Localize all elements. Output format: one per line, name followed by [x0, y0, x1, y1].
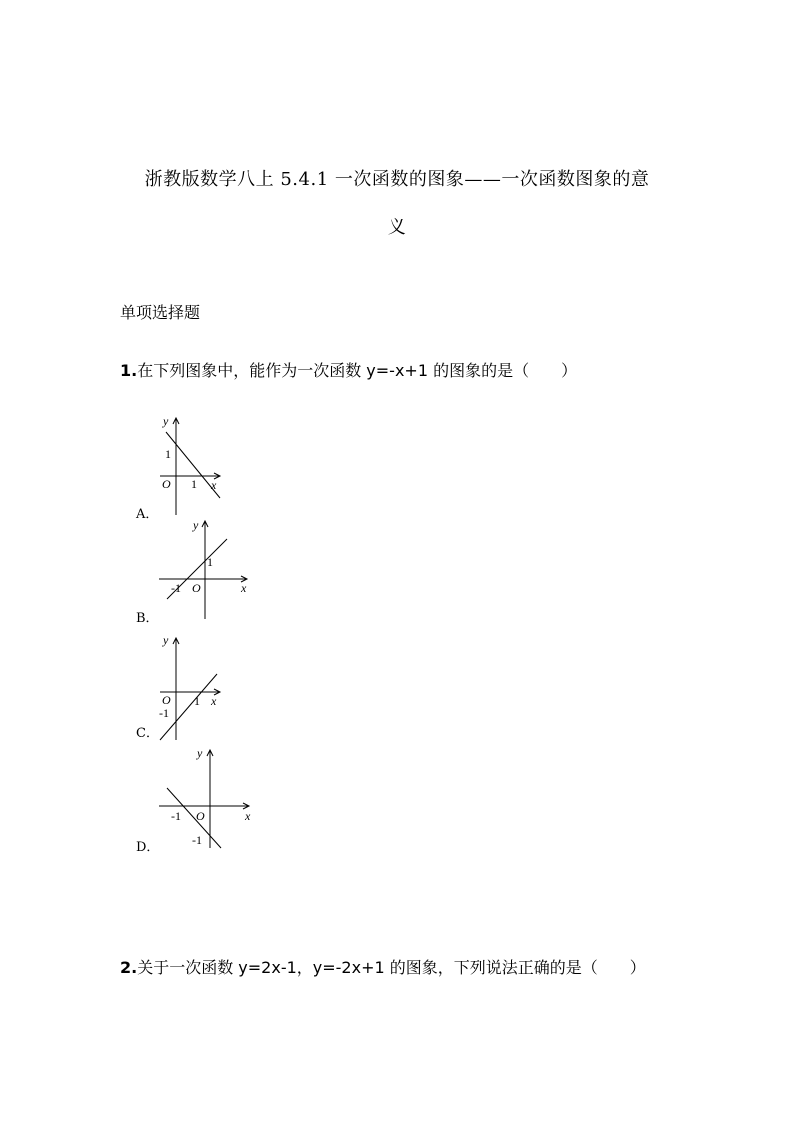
option-d-graph — [155, 744, 260, 852]
x-axis-label: x — [241, 581, 247, 595]
origin-label: O — [162, 693, 171, 707]
y-intercept-label: 1 — [165, 447, 171, 461]
x-axis-label: x — [211, 694, 217, 708]
question-1 — [120, 358, 577, 381]
y-axis-label: y — [193, 518, 199, 532]
x-axis-label: x — [245, 809, 251, 823]
y-axis-label: y — [163, 633, 169, 647]
option-d-label[interactable]: D． — [136, 840, 160, 855]
x-intercept-label: 1 — [191, 477, 197, 491]
x-intercept-label: -1 — [171, 809, 181, 823]
origin-label: O — [192, 581, 201, 595]
question-number: 2. — [120, 958, 138, 977]
document-title — [120, 156, 674, 252]
option-c-label[interactable]: C． — [136, 726, 159, 741]
option-a-graph — [150, 410, 230, 520]
x-intercept-label: 1 — [194, 694, 200, 708]
option-b-graph — [155, 515, 255, 625]
y-axis-label: y — [197, 746, 203, 760]
question-number: 1. — [120, 361, 138, 380]
y-axis-label: y — [163, 414, 169, 428]
question-2 — [120, 955, 646, 978]
title-line-1: 浙教版数学八上 5.4.1 一次函数的图象——一次函数图象的意 — [144, 169, 650, 190]
y-intercept-label: 1 — [207, 555, 213, 569]
y-intercept-label: -1 — [159, 706, 169, 720]
question-text: 关于一次函数 y=2x-1，y=-2x+1 的图象，下列说法正确的是（ ） — [137, 958, 646, 977]
x-intercept-label: -1 — [171, 581, 181, 595]
option-a-label[interactable]: A． — [136, 507, 159, 522]
origin-label: O — [196, 809, 205, 823]
question-text: 在下列图象中，能作为一次函数 y=-x+1 的图象的是（ ） — [137, 361, 578, 380]
option-c-graph — [150, 630, 230, 742]
section-heading: 单项选择题 — [120, 303, 201, 322]
option-b-label[interactable]: B． — [136, 611, 159, 626]
x-axis-label: x — [211, 478, 217, 492]
origin-label: O — [162, 477, 171, 491]
y-intercept-label: -1 — [192, 833, 202, 847]
title-line-2: 义 — [387, 217, 407, 238]
